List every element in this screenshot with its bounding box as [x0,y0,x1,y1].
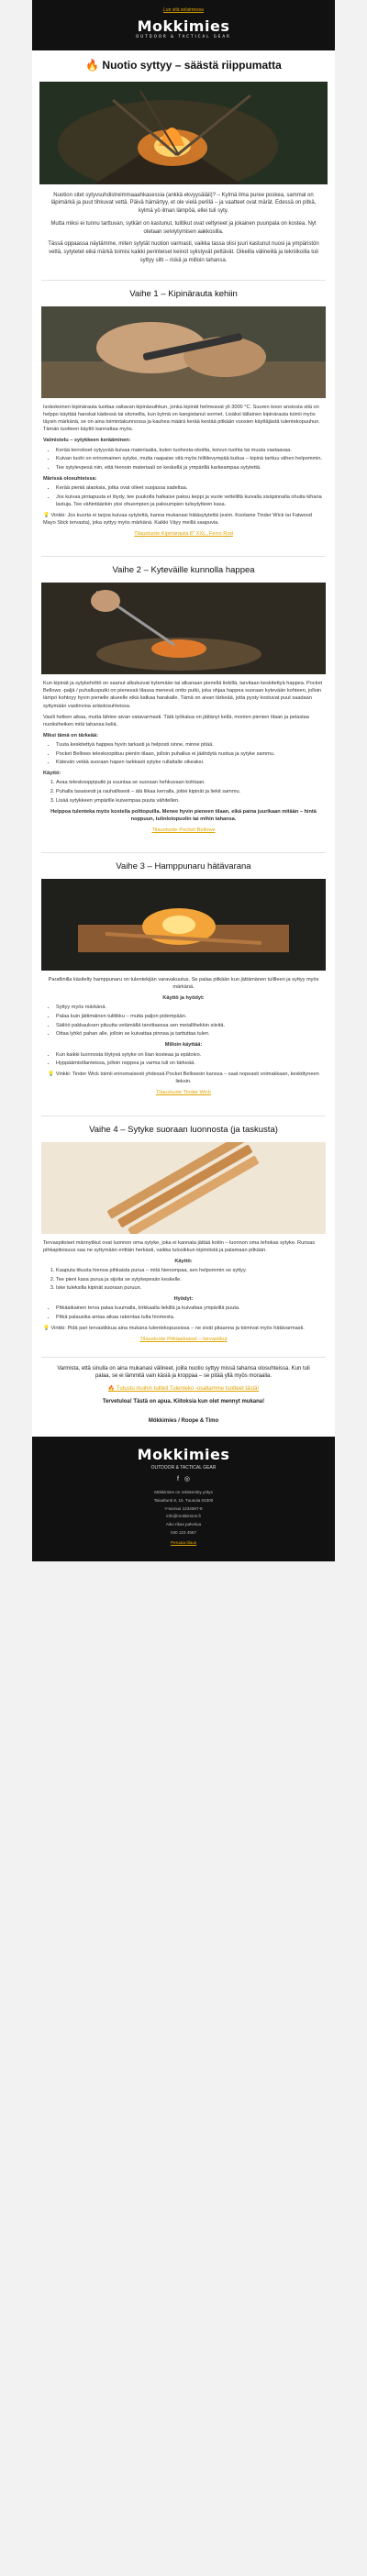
list-item: 2. Puhalla tasaisesti ja rauhallisesti – älä liikaa kerralla, jottei kipinät ja liekit sammu. [56,788,324,795]
list-item: 2. Tee pieni kasa purua ja sijoita se sytykepesän keskelle. [56,1276,324,1283]
photo-pocket-bellows [41,583,326,674]
tip-text: 💡 Vinkki: Pidä pari tervastikkua aina mukana tulentekopussissa – ne sivät pitaanna ja toimivat myös hätävarmasti. [43,1326,305,1332]
view-in-browser-link[interactable]: Lue sitä selaimessa [163,7,204,13]
section-subheading: Milloin käyttää: [164,1042,203,1049]
intro-paragraph-3: Tässä oppaassa näytämme, miten sytytät nuotion varmasti, vaikka tassa olisi juuri kastunut nuosi ja ympäristön vettä, sytytetet eikä märkä toimisi kaikki perinteiset keinot sylistyvät pettävät. Oikeilla välineillä ja tekniikoilla tuli syttyy silti – riskä ja milloin tahansa. [48,241,319,263]
logo-text: Mokkimies [137,17,230,36]
list-item: • Pitkä palausika antaa aikaa rakentaa tulta hiomesta. [56,1314,324,1321]
list-item: • Kätevän vetää suoraan hapen tarkkasti sytyke rullaltalle oikeaksi. [56,759,324,766]
headline: 🔥 Nuotio syttyy – säästä riippumatta [85,59,282,72]
bellows-illustration [41,583,326,674]
list-item: 3. Lisää sytykkeen ympärille kuivempaa puuta vähitellen. [56,797,324,805]
unsubscribe-link[interactable]: Peruuta tilaus [170,1540,197,1546]
section-body [41,976,326,1097]
section-subheading: Käyttö: [174,1258,193,1264]
hero-image-campfire [39,82,328,184]
header-bar [32,0,335,50]
footer [32,1437,335,1561]
footer-tagline: OUTDOOR & TACTICAL GEAR [150,1465,217,1471]
fatwood-illustration [41,1142,326,1234]
section-paragraph: Vasili hetken aikaa, mutta lähtee aivan vatavarmasti. Tätä työkalua on jättänyt kellä, monien pienien tilaan ja pelastaa nuotioiheiken mitä tahansa keliä. [43,714,309,727]
outro-paragraph: Varmista, että sinulla on aina mukanasi välineet, joilla nuotio syttyy missä tahansa olosuhteissa. Kun tuli palaa, se ei lämmitä vain käsiä ja kroppaa – se pitää yllä myös moraalia. [57,1365,310,1380]
instagram-icon[interactable]: ◎ [184,1476,191,1483]
list-item: • Kuivan tuohi on erinomainen sytyke, mutta raapaise sitä myös hiiltilevympää kuitua – kipinä tarttuu siihen helpommin. [56,455,324,462]
section-paragraph: Parafiinilla käsitelty hamppunaru on tulentekijän varavakuutus. Se palaa pitkään kun jättämänen tulilleen ja syttyy myös märkänä. [48,977,319,991]
section-title: Vaihe 2 – Kyteväille kunnolla happea [41,556,326,583]
section-subheading: Miksi tämä on tärkeää: [43,732,99,738]
bullet-list [43,1305,324,1321]
list-item: • Hyppäämistilanteissa, jolloin noppea ja varma tuli on tärkeää. [56,1060,324,1067]
list-item: • Syttyy myös märkänä. [56,1004,324,1011]
numbered-list [43,1267,324,1292]
logo-tagline: OUTDOOR & TACTICAL GEAR [136,34,231,39]
outro-thanks: Tervetuloa! Tästä on apua. Kiitoksia kun olet mennyt mukana! [102,1398,265,1405]
list-item: 1. Avaa teleskooppiputki ja suuntaa se suoraan hehkuvaan kohtaan. [56,779,324,786]
logo[interactable] [136,19,231,39]
list-item: • Jos kuivaa pintapuuta ei löydy, tee puukolla halkaise paksu keppi ja vuole vetteliltä kuivalla sisäpinnalla ohuita kiharia lastuja. Tee vähintäänkin yksi ohuempien ja paksumpien tulisytytteen kasa. [56,494,324,508]
list-item: 3. Iske tuleksilla kipinät suoraan puruun. [56,1284,324,1292]
footer-line: Y-tunnus 1234567-8 [164,1505,203,1511]
bullet-list [43,447,324,472]
section-subheading: Valmistelu – sytykkeen kerääminen: [43,438,131,444]
section-subheading: Hyödyt: [173,1296,194,1303]
section-step-4 [32,1110,335,1357]
tip-text: 💡 Vinkki: Tinder Wick toimii erinomaisesti yhdessä Pocket Bellowsin kanssa – saat nopeasti voimakkaan, keskittyneen lieksin. [48,1071,319,1085]
list-item: 1. Kaaputa tikusta hienoa pihkaista purua – mitä hienompaa, sen helpommin se syttyy. [56,1267,324,1274]
list-item: • Kerää pieniä alaoksia, jotka ovat olleet suojassa sadeltaa. [56,484,324,492]
bullet-list [43,484,324,508]
footer-line: Aiko rikas palvelua [165,1522,202,1527]
social-links [32,1475,335,1484]
list-item: • Ottaa lyhkö pahan alle, jolloin se kuivattaa pinnaa ja tarttuttaa tulen. [56,1030,324,1038]
photo-hemp-cord [41,879,326,971]
section-body [41,1239,326,1344]
product-link[interactable]: Tilaustuote Pocket Bellows [151,827,216,833]
section-paragraph: Kun kipinät ja sytykehöttö on saanut alkukuivat kytemään tai alkanaan pienellä liekillä, tarvitaan keskitettyä happea. Pocket Bellows -paljä / puhallusputki on pienessä tilassa menevä ontto putki, joka ohjaa happea suoraan kytevään kohteen, jolloin lämpö kohtoyy hyvin pienelle alueelle eikä katkaa harakalle. Tämä on aivan tärkeää, jotta pysty kostuvat puut saadaan syttymään vastinvioa ariäolosuhteissa. [43,681,323,709]
section-title: Vaihe 3 – Hamppunaru hätävarana [41,852,326,879]
tip-text: Helppoa tulenteka myös kostella polttopuilla. Menee hyvin pieneen tilaan, eikä paina juurikaan mitään – hintä noppuun, tulinlotopuolin tai mihin tahansa. [50,808,317,822]
product-link[interactable]: Tilaustuote Tinder Wick [155,1090,212,1096]
list-item: • Säilöö pakkauksen pituutta vetämällä tarvittaessa sen metallihekkin siivitä. [56,1022,324,1029]
outro [41,1357,326,1415]
list-item: • Kun kaikki luonnosta löytyvä sytyke on liian kosteaa ja epätoivo. [56,1051,324,1059]
campfire-illustration [39,82,328,184]
list-item: • Palaa kuin jättimäinen tulitikku – mutta paljon pidempään. [56,1013,324,1020]
section-paragraph: Tervaspitoiset männytikut ovat luonnon oma sytyke, joka ei kannata jättää kotiin – luonnon oma tehokas sytyke. Runsas pihkapitoisuus saa ne syttymään erittäin herkästi, vaikka tulosikkun kipinöistä ja palamaan pitkään. [43,1239,316,1253]
numbered-list [43,779,324,804]
outro-cta-link[interactable]: 🔥 Tutustu muihin tuliteit Tulenteko -osaltamme tuotteet tästä! [107,1385,260,1392]
footer-line: Taivaltunti 8, 15. Tuusula 04300 [153,1498,214,1504]
intro-paragraph-1: Nuotion sitet sytyvsuhdistreimmaaahkasessia (ankkä ekvyysäiäii)? – Kylmä ilma puree poskea, sammal on läpimärkä ja puut tihkuvat vettä. Päivä hämärtyy, et ole vielä perillä – ja vaatteet ovat märät. Edessä on pitkä, kylmä yö ilman lämpöä, ellei tuli syty. [50,192,317,215]
list-item: • Tee sytylevpesä niin, että hienoin materiaali on keskellä ja ympärillä karkeampaa sytytettä. [56,464,324,472]
intro-paragraph-2: Mutta miksi ei tunnu tarttuvan, sytkäri on kastunut, tulitikut ovat veltyneet ja jokainen puunpala on kostea. Nyt otetaan selviytymisen aakkosilla. [50,220,317,235]
bullet-list [43,1004,324,1038]
footer-logo-text: Mokkimies [137,1446,230,1464]
footer-line: info@mokkimies.fi [166,1514,201,1519]
list-item: • Tuuta keskitettyä happea hyvin tarkasti ja helposti sinne, minne pitää. [56,741,324,749]
photo-ferro-rod [41,306,326,398]
section-step-3 [32,847,335,1109]
bullet-list [43,741,324,766]
email-container [32,0,335,1561]
section-title: Vaihe 4 – Sytyke suoraan luonnosta (ja taskusta) [41,1116,326,1142]
intro-text [32,184,335,275]
list-item: • Pitkäaikainen terva palaa kuumalla, kirkkaalla liekillä ja kuivattaa ympärillä puuta. [56,1305,324,1312]
section-step-1 [32,274,335,550]
footer-logo[interactable] [138,1448,230,1462]
signature: Mökkimies / Roope & Timo [148,1418,219,1425]
section-title: Vaihe 1 – Kipinärauta kehiin [41,280,326,306]
ferro-rod-illustration [41,306,326,398]
section-step-2 [32,550,335,847]
footer-line: Mökkimies on rekisteröity yritys [154,1490,213,1495]
product-link[interactable]: Tilaustuote Kipinärauta 8" XXL, Ferro Rod [134,531,233,538]
product-link[interactable]: Tilaustuote Pitkäaikaiset – tervastikut [139,1337,228,1343]
facebook-icon[interactable]: f [176,1476,179,1483]
section-subheading: Käyttö ja hyödyt: [162,995,205,1002]
section-subheading: Käyttö: [43,771,61,777]
tip-text: 💡 Vinkki: Jos kuorta ei tarjoa kuivaa sytytettä, kanna mukanasi hätäsytytettä (esim. Kootame Tinder Wick tai Fatwood Mayo Stick tervasta), joka syttyy myös märkänä. Kaikki Väyy meillä saapuvia. [43,512,312,526]
section-subheading: Märissä olosuhteissa: [43,475,97,482]
list-item: • Kerää kerrokset sytyyvää kuivaa materiaalia, kuten tuohesta-okoilta, koivun tuohta tai muuta vastaavaa. [56,447,324,454]
footer-line: 040 123 4567 [170,1529,197,1535]
hemp-cord-illustration [41,879,326,971]
section-paragraph: Isokokoinen kipinärauta tuottaa valtavan kipinäsuihkun, jonka kipinät helmeavat yli 3000 °C. Suuren koon ansiosta sitä on helppo käyttää hanskat kädessä tai sitoneilla, kun kylmä on kangistanut sormet. Lisäksi tällainen kipinärauta toimii myös täysin märkänä, se on aina toimintakunnossa ja kauhea määrä kerää kestää pitkään vuosien käyttäjästä tulentekopuuhun. Tämän tuotteen käyttö kannattaa myös. [43,405,320,433]
section-body [41,404,326,538]
bullet-list [43,1051,324,1068]
section-body [41,680,326,834]
list-item: • Pocket Bellows teleskoopittuu pieniin tilaan, jolloin puhallus ei jäähdytä nuotua ja sytyke sammu. [56,750,324,758]
photo-fatwood-sticks [41,1142,326,1234]
